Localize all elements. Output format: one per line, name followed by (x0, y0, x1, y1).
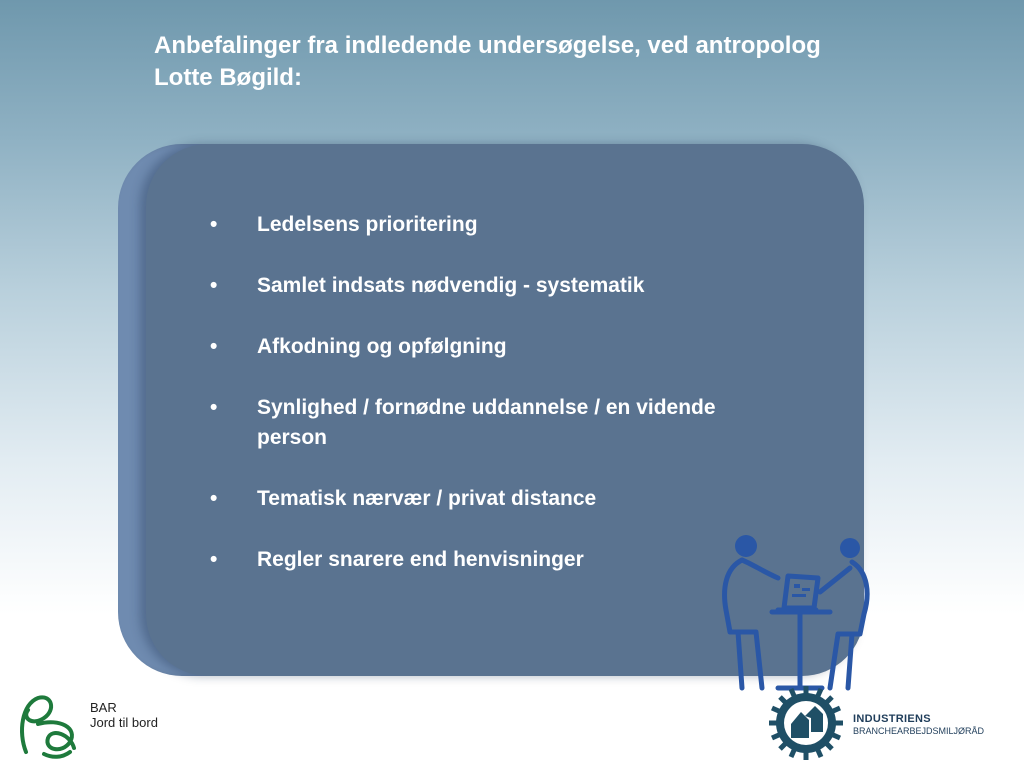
bullet-text: Ledelsens prioritering (257, 213, 478, 236)
list-item (210, 332, 750, 362)
bullet-text: Samlet indsats nødvendig - systematik (257, 274, 645, 297)
bar-logo-line2: Jord til bord (90, 715, 158, 730)
slide-title: Anbefalinger fra indledende undersøgelse, ved antropolog Lotte Bøgild: (154, 32, 821, 91)
bar-logo-icon (12, 688, 92, 760)
two-people-at-laptop-icon (712, 528, 882, 698)
bullet-dot: • (210, 213, 218, 236)
bullet-dot: • (210, 335, 218, 358)
bar-logo-text (90, 700, 158, 730)
bullet-dot: • (210, 274, 218, 297)
list-item (210, 271, 750, 301)
bullet-list (210, 210, 750, 606)
industriens-logo-line1: INDUSTRIENS (853, 713, 931, 725)
list-item (210, 484, 750, 514)
list-item (210, 393, 750, 453)
list-item (210, 210, 750, 240)
bullet-dot: • (210, 548, 218, 571)
industriens-logo-icon (765, 682, 847, 764)
bullet-text: Regler snarere end henvisninger (257, 548, 584, 571)
bullet-dot: • (210, 396, 218, 419)
bullet-text: Synlighed / fornødne uddannelse / en vidende person (257, 396, 716, 449)
list-item (210, 545, 750, 575)
bar-logo-line1: BAR (90, 700, 117, 715)
industriens-logo-line2: BRANCHEARBEJDSMILJØRÅD (853, 726, 985, 736)
industriens-logo-text (853, 713, 984, 737)
bullet-text: Tematisk nærvær / privat distance (257, 487, 597, 510)
bullet-text: Afkodning og opfølgning (257, 335, 507, 358)
bullet-dot: • (210, 487, 218, 510)
